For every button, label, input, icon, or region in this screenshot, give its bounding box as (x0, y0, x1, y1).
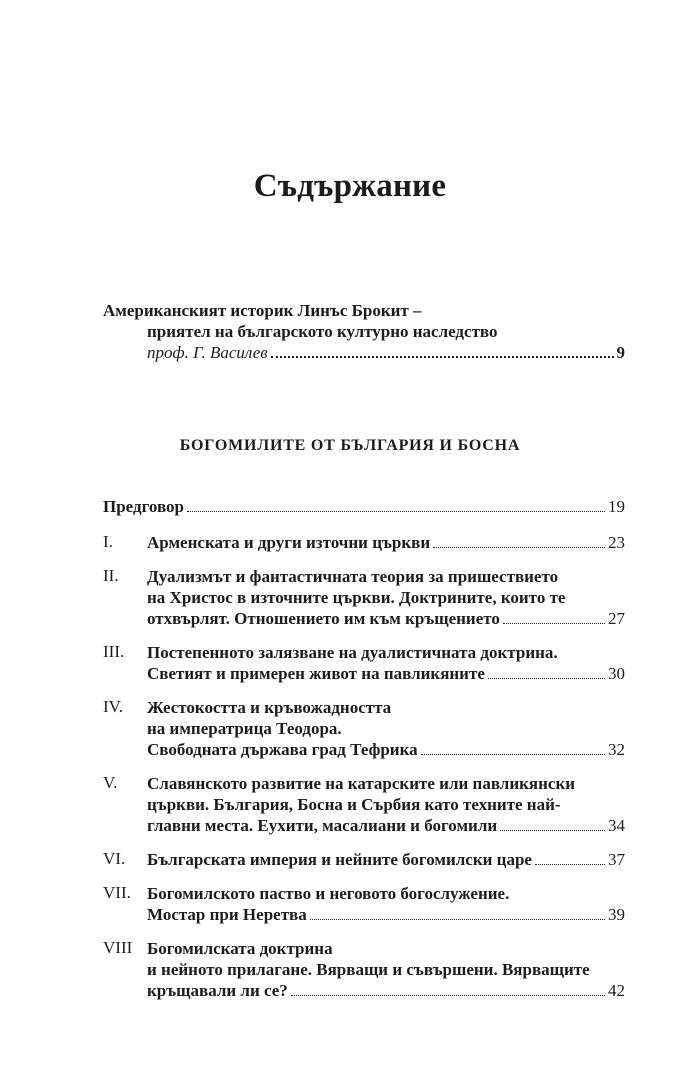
foreword-page-number: 19 (608, 497, 625, 516)
toc-entry (103, 697, 625, 760)
chapter-number: VI. (103, 849, 126, 868)
chapter-number: III. (103, 642, 125, 661)
leader-dots (291, 995, 605, 996)
intro-line-1: Американският историк Линъс Брокит – (103, 301, 422, 320)
leader-dots (271, 356, 614, 358)
chapter-number: VII. (103, 883, 131, 902)
leader-dots (535, 864, 605, 865)
page-number: 27 (608, 609, 625, 628)
leader-dots (488, 678, 605, 679)
leader-dots (433, 547, 605, 548)
chapter-list (103, 532, 625, 1001)
chapter-title-line: главни места. Еухити, масалиани и богомили (147, 816, 498, 835)
chapter-title-line: и нейното прилагане. Вярващи и съвършени. Вярващите (147, 960, 590, 979)
chapter-title-line: Мостар при Неретва (147, 905, 307, 924)
toc-entry (103, 883, 625, 925)
chapter-title-line: Постепенното залязване на дуалистичната доктрина. (147, 643, 558, 662)
toc-list (103, 496, 625, 1014)
chapter-title-line: Славянското развитие на катарските или павликянски (147, 774, 576, 793)
intro-page-number: 9 (616, 343, 625, 362)
section-heading: БОГОМИЛИТЕ ОТ БЪЛГАРИЯ И БОСНА (179, 437, 521, 454)
page-number: 42 (608, 981, 625, 1000)
chapter-title-line: на императрица Теодора. (147, 719, 342, 738)
toc-entry (103, 938, 625, 1001)
leader-dots (310, 919, 605, 920)
intro-author: проф. Г. Василев (147, 343, 268, 362)
chapter-number: II. (103, 566, 119, 585)
intro-entry (103, 300, 625, 364)
toc-entry (103, 532, 625, 553)
chapter-number: IV. (103, 697, 123, 716)
chapter-number: VIII (103, 938, 133, 957)
page-number: 23 (608, 533, 625, 552)
chapter-title-line: отхвърлят. Отношението им към кръщението (147, 609, 500, 628)
leader-dots (500, 830, 605, 831)
chapter-title-line: кръщавали ли се? (147, 981, 288, 1000)
leader-dots (503, 623, 605, 624)
page-number: 34 (608, 816, 625, 835)
toc-entry-foreword (103, 496, 625, 517)
chapter-number: V. (103, 773, 118, 792)
intro-line-2: приятел на българското културно наследство (147, 322, 498, 341)
toc-entry (103, 642, 625, 684)
intro-author-line (103, 342, 625, 364)
chapter-title-line: Свободната държава град Тефрика (147, 740, 418, 759)
page-number: 30 (608, 664, 625, 683)
chapter-title-line: на Христос в източните църкви. Доктрините, които те (147, 588, 566, 607)
page-number: 32 (608, 740, 625, 759)
leader-dots (187, 511, 605, 512)
chapter-title-line: Дуализмът и фантастичната теория за пришествието (147, 567, 559, 586)
chapter-title-line: Богомилската доктрина (147, 939, 333, 958)
page-number: 39 (608, 905, 625, 924)
toc-entry (103, 566, 625, 629)
toc-entry (103, 849, 625, 870)
chapter-number: I. (103, 532, 113, 551)
toc-entry (103, 773, 625, 836)
chapter-title-line: Арменската и други източни църкви (147, 533, 431, 552)
foreword-title: Предговор (103, 497, 184, 516)
chapter-title-line: Българската империя и нейните богомилски царе (147, 850, 532, 869)
leader-dots (421, 754, 605, 755)
chapter-title-line: Жестокостта и кръвожадността (147, 698, 392, 717)
page-number: 37 (608, 850, 625, 869)
page-title: Съдържание (253, 168, 447, 204)
chapter-title-line: Светият и примерен живот на павликяните (147, 664, 485, 683)
chapter-title-line: Богомилското паство и неговото богослужение. (147, 884, 510, 903)
chapter-title-line: църкви. България, Босна и Сърбия като техните най- (147, 795, 561, 814)
